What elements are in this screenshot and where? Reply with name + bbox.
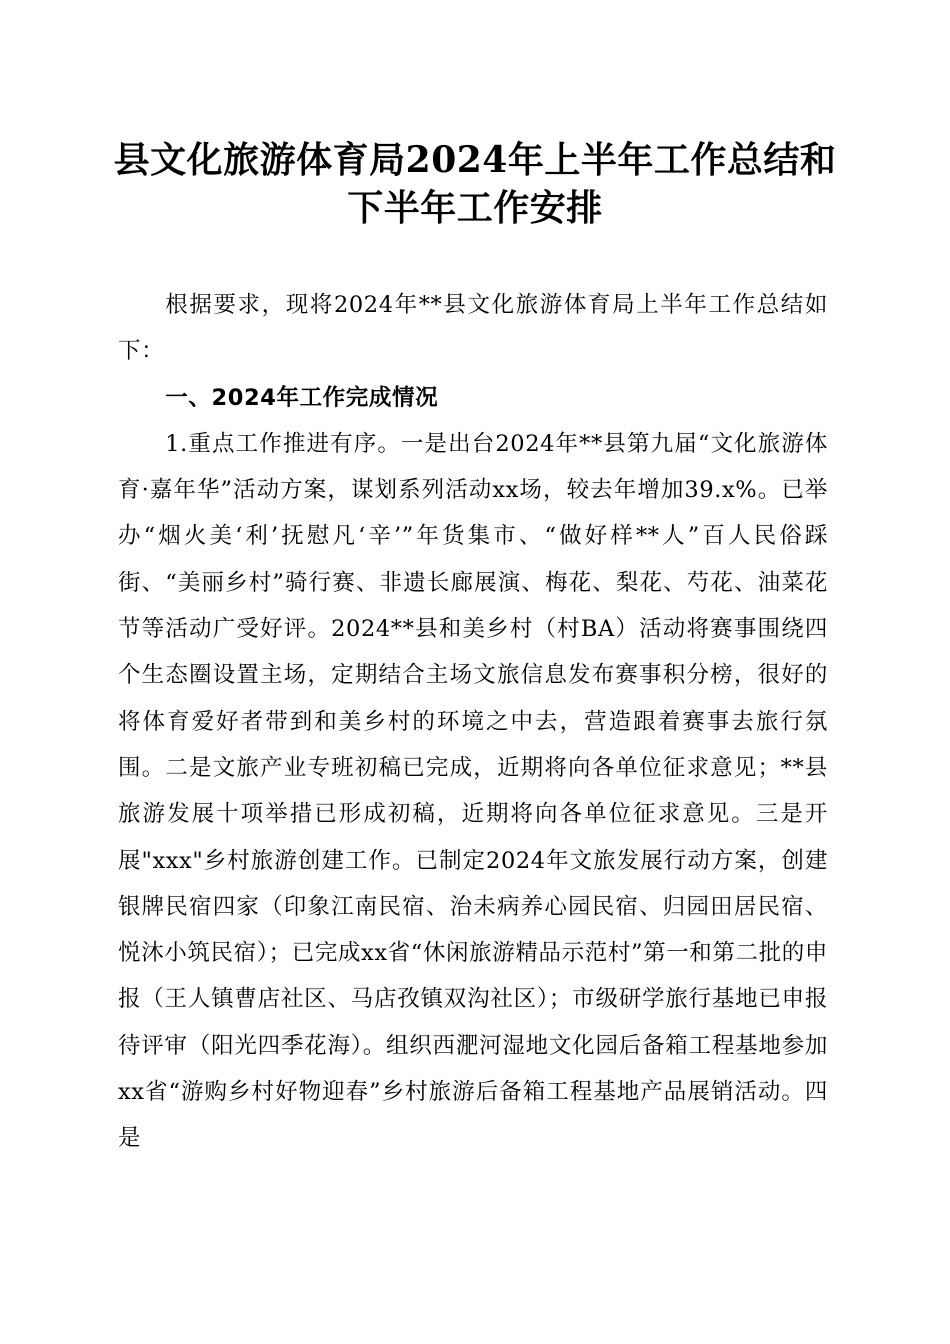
intro-paragraph: 根据要求，现将2024年**县文化旅游体育局上半年工作总结如下： — [118, 292, 828, 365]
document-body — [118, 282, 828, 1162]
document-title-line-2: 下半年工作安排 — [347, 187, 603, 229]
body-paragraph: 1.重点工作推进有序。一是出台2024年**县第九届“文化旅游体育·嘉年华”活动方案，谋划系列活动xx场，较去年增加39.x%。已举办“烟火美‘利’抚慰凡‘辛’”年货集市、“做好样**人”百人民俗踩街、“美丽乡村”骑行赛、非遗长廊展演、梅花、梨花、芍花、油菜花节等活动广受好评。2024**县和美乡村（村BA）活动将赛事围绕四个生态圈设置主场，定期结合主场文旅信息发布赛事积分榜，很好的将体育爱好者带到和美乡村的环境之中去，营造跟着赛事去旅行氛围。二是文旅产业专班初稿已完成，近期将向各单位征求意见；**县旅游发展十项举措已形成初稿，近期将向各单位征求意见。三是开展"xxx"乡村旅游创建工作。已制定2024年文旅发展行动方案，创建银牌民宿四家（印象江南民宿、治未病养心园民宿、归园田居民宿、悦沐小筑民宿）；已完成xx省“休闲旅游精品示范村”第一和第二批的申报（王人镇曹店社区、马店孜镇双沟社区）；市级研学旅行基地已申报待评审（阳光四季花海）。组织西淝河湿地文化园后备箱工程基地参加xx省“游购乡村好物迎春”乡村旅游后备箱工程基地产品展销活动。四是 — [118, 430, 828, 1152]
document-title-line-1: 县文化旅游体育局2024年上半年工作总结和 — [113, 139, 837, 181]
section-heading: 一、2024年工作完成情况 — [165, 384, 439, 411]
